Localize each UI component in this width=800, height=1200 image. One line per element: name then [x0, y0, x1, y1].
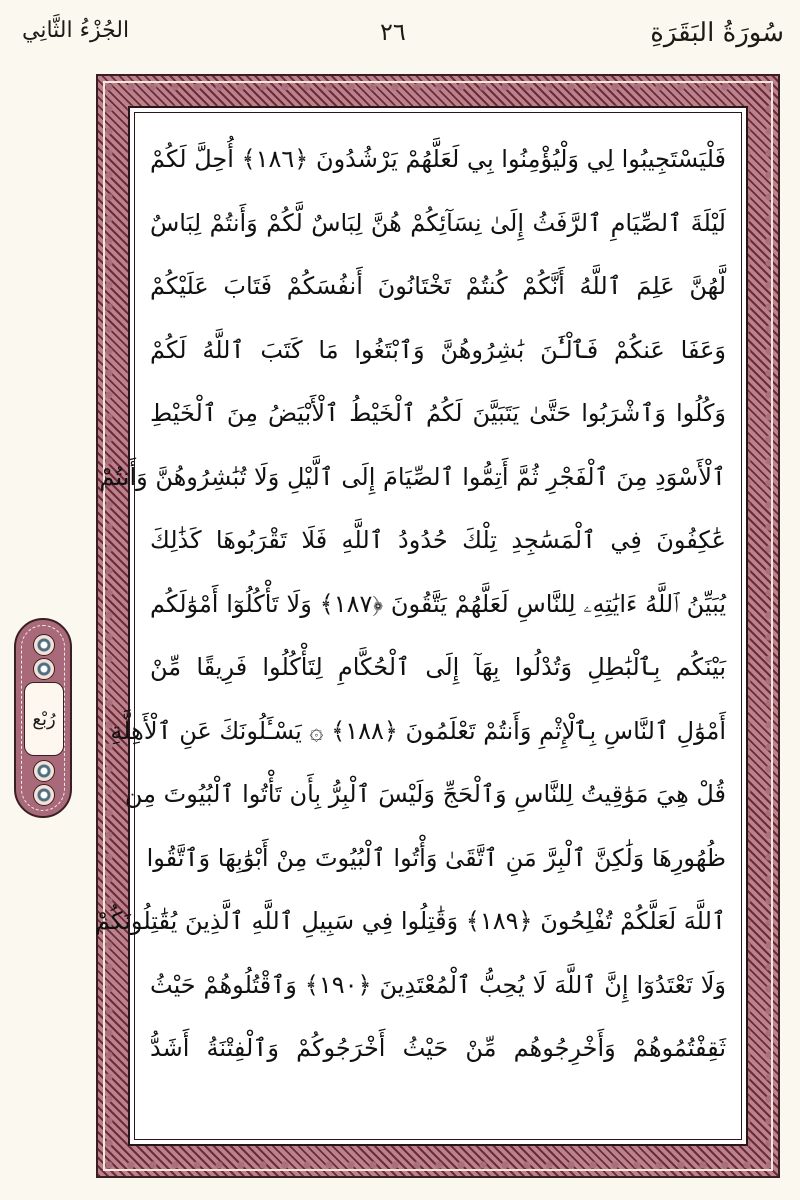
verse-line-5: وَكُلُوا وَٱشْرَبُوا حَتَّىٰ يَتَبَيَّنَ لَكُمُ ٱلْخَيْطُ ٱلْأَبْيَضُ مِنَ ٱلْخَيْطِ	[150, 399, 726, 427]
verse-line-1: فَلْيَسْتَجِيبُوا لِي وَلْيُؤْمِنُوا بِي لَعَلَّهُمْ يَرْشُدُونَ ﴿١٨٦﴾ أُحِلَّ لَكُمْ	[150, 145, 726, 173]
verse-line-2: لَيْلَةَ ٱلصِّيَامِ ٱلرَّفَثُ إِلَىٰ نِسَآئِكُمْ هُنَّ لِبَاسٌ لَّكُمْ وَأَنتُمْ لِبَاسٌ	[150, 208, 726, 237]
rosette-icon	[33, 658, 55, 680]
surah-title: سُورَةُ البَقَرَةِ	[650, 18, 784, 48]
verse-line-12: ظُهُورِهَا وَلَٰكِنَّ ٱلْبِرَّ مَنِ ٱتَّقَىٰ وَأْتُوا ٱلْبُيُوتَ مِنْ أَبْوَٰبِهَا وَٱتَّقُوا	[146, 843, 726, 872]
verse-line-9: بَيْنَكُم بِٱلْبَٰطِلِ وَتُدْلُوا بِهَآ إِلَى ٱلْحُكَّامِ لِتَأْكُلُوا فَرِيقًا مِّنْ	[150, 653, 726, 681]
verse-line-15: ثَقِفْتُمُوهُمْ وَأَخْرِجُوهُم مِّنْ حَيْثُ أَخْرَجُوكُمْ وَٱلْفِتْنَةُ أَشَدُّ	[150, 1034, 726, 1062]
rosette-icon	[33, 760, 55, 782]
verse-line-3: لَّهُنَّ عَلِمَ ٱللَّهُ أَنَّكُمْ كُنتُمْ تَخْتَانُونَ أَنفُسَكُمْ فَتَابَ عَلَيْكُمْ	[150, 272, 726, 300]
verse-line-10: أَمْوَٰلِ ٱلنَّاسِ بِٱلْإِثْمِ وَأَنتُمْ تَعْلَمُونَ ﴿١٨٨﴾ ۞ يَسْـَٔلُونَكَ عَنِ ٱلْأَهِلَّةِ	[110, 716, 726, 745]
verse-lines	[95, 128, 727, 1081]
page-number: ٢٦	[380, 18, 406, 46]
rosette-icon	[33, 634, 55, 656]
verse-line-14: وَلَا تَعْتَدُوٓا إِنَّ ٱللَّهَ لَا يُحِبُّ ٱلْمُعْتَدِينَ ﴿١٩٠﴾ وَٱقْتُلُوهُمْ حَيْثُ	[150, 970, 726, 999]
verse-line-4: وَعَفَا عَنكُمْ فَٱلْـَٰٔنَ بَٰشِرُوهُنَّ وَٱبْتَغُوا مَا كَتَبَ ٱللَّهُ لَكُمْ	[150, 335, 726, 364]
rosette-icon	[33, 784, 55, 806]
rub-marker	[14, 618, 72, 818]
page-header	[0, 0, 800, 60]
juz-title: الجُزْءُ الثَّانِي	[22, 18, 130, 43]
verse-line-6: ٱلْأَسْوَدِ مِنَ ٱلْفَجْرِ ثُمَّ أَتِمُّوا ٱلصِّيَامَ إِلَى ٱلَّيْلِ وَلَا تُبَٰشِرُوهُنَّ وَأَنتُمْ	[99, 462, 726, 491]
ornamental-border	[96, 74, 780, 1178]
text-panel	[95, 106, 748, 1146]
verse-line-7: عَٰكِفُونَ فِي ٱلْمَسَٰجِدِ تِلْكَ حُدُودُ ٱللَّهِ فَلَا تَقْرَبُوهَا كَذَٰلِكَ	[150, 526, 726, 554]
verse-line-8: يُبَيِّنُ ٱللَّهُ ءَايَٰتِهِۦ لِلنَّاسِ لَعَلَّهُمْ يَتَّقُونَ ﴿١٨٧﴾ وَلَا تَأْكُلُوٓا أَمْوَٰلَكُم	[150, 589, 727, 618]
verse-line-11: قُلْ هِيَ مَوَٰقِيتُ لِلنَّاسِ وَٱلْحَجِّ وَلَيْسَ ٱلْبِرُّ بِأَن تَأْتُوا ٱلْبُيُوتَ مِن	[124, 780, 726, 808]
verse-line-13: ٱللَّهَ لَعَلَّكُمْ تُفْلِحُونَ ﴿١٨٩﴾ وَقَٰتِلُوا فِي سَبِيلِ ٱللَّهِ ٱلَّذِينَ يُقَٰتِلُونَكُمْ	[95, 907, 726, 935]
rub-label: رُبْع	[24, 682, 64, 756]
